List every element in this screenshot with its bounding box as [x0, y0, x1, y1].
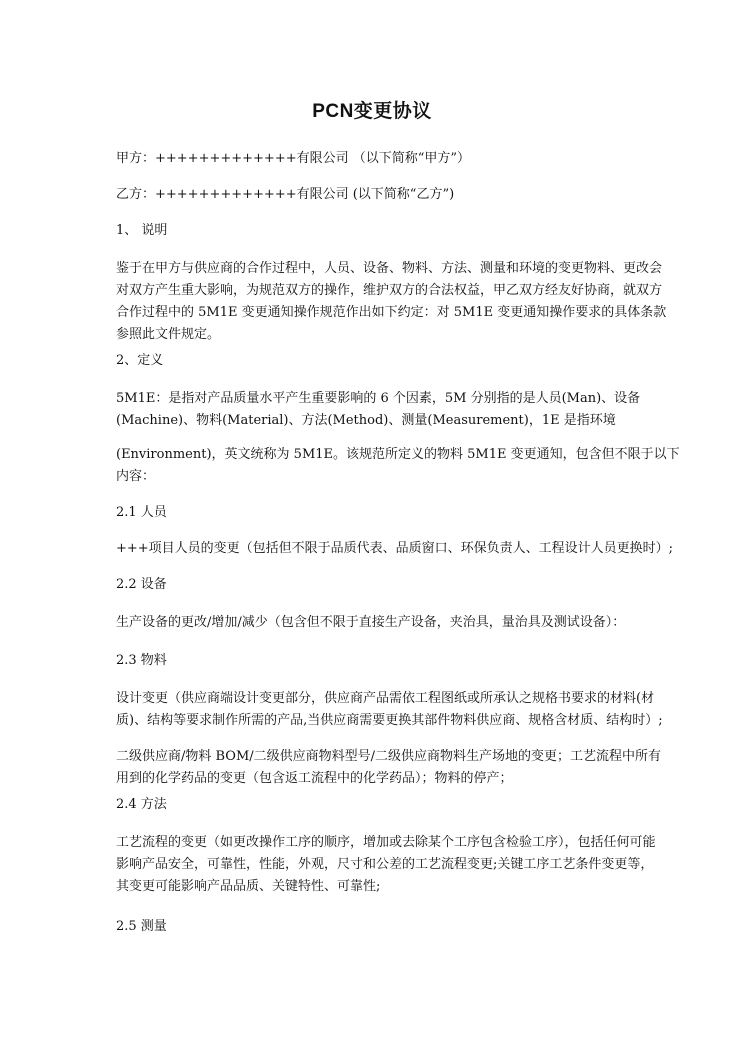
- definition-line: 内容：: [116, 469, 156, 484]
- section-2-4-line: 工艺流程的变更（如更改操作工序的顺序，增加或去除某个工序包含检验工序），包括任何可能: [116, 835, 656, 850]
- section-2-3-line: 质)、结构等要求制作所需的产品,当供应商需要更换其部件物料供应商、规格含材质、结构时）;: [116, 713, 663, 728]
- section-1-body-line: 对双方产生重大影响，为规范双方的操作，维护双方的合法权益，甲乙双方经友好协商，就双方: [116, 283, 663, 298]
- section-2-4-heading: 2.4 方法: [116, 797, 167, 812]
- section-2-3-body-1: [116, 688, 663, 732]
- section-2-4-line: 其变更可能影响产品品质、关键特性、可靠性;: [116, 879, 381, 894]
- definition-line: 5M1E：是指对产品质量水平产生重要影响的 6 个因素，5M 分别指的是人员(Man)、设备: [116, 391, 641, 406]
- section-2-1-body: +++项目人员的变更（包括但不限于品质代表、品质窗口、环保负责人、工程设计人员更换时）;: [116, 541, 674, 556]
- definition-line: (Machine)、物料(Material)、方法(Method)、测量(Measurement)，1E 是指环境: [116, 413, 616, 428]
- section-2-3-line: 设计变更（供应商端设计变更部分，供应商产品需依工程图纸或所承认之规格书要求的材料(材: [116, 691, 655, 706]
- section-2-5-heading: 2.5 测量: [116, 919, 167, 934]
- party-b-line: 乙方：+++++++++++++有限公司 (以下简称“乙方”): [116, 187, 455, 202]
- section-2-heading: 2、定义: [116, 353, 164, 368]
- section-1-body-line: 鉴于在甲方与供应商的合作过程中，人员、设备、物料、方法、测量和环境的变更物料、更改会: [116, 261, 663, 276]
- definition-paragraph-2: [116, 444, 680, 488]
- section-1-body-line: 合作过程中的 5M1E 变更通知操作规范作出如下约定：对 5M1E 变更通知操作要求的具体条款: [116, 305, 667, 320]
- section-2-3-heading: 2.3 物料: [116, 653, 167, 668]
- definition-paragraph-1: [116, 388, 646, 432]
- section-2-3-line: 用到的化学药品的变更（包含返工流程中的化学药品）；物料的停产；: [116, 771, 513, 786]
- section-2-3-line: 二级供应商/物料 BOM/二级供应商物料型号/二级供应商物料生产场地的变更；工艺流程中所有: [116, 749, 662, 764]
- definition-line: (Environment)，英文统称为 5M1E。该规范所定义的物料 5M1E 变更通知，包含但不限于以下: [116, 447, 680, 462]
- section-1-body: [116, 258, 667, 346]
- section-2-3-body-2: [116, 746, 662, 790]
- party-a-line: 甲方：+++++++++++++有限公司 （以下简称“甲方”）: [116, 151, 471, 166]
- section-2-4-body: [116, 832, 656, 898]
- section-2-2-body: 生产设备的更改/增加/减少（包含但不限于直接生产设备，夹治具，量治具及测试设备）：: [116, 615, 626, 630]
- section-2-4-line: 影响产品安全，可靠性，性能，外观，尺寸和公差的工艺流程变更;关键工序工艺条件变更等，: [116, 857, 654, 872]
- section-2-2-heading: 2.2 设备: [116, 577, 167, 592]
- section-2-1-heading: 2.1 人员: [116, 505, 167, 520]
- section-1-body-line: 参照此文件规定。: [116, 327, 221, 342]
- document-title: PCN变更协议: [312, 101, 432, 122]
- section-1-heading: 1、 说明: [116, 223, 168, 238]
